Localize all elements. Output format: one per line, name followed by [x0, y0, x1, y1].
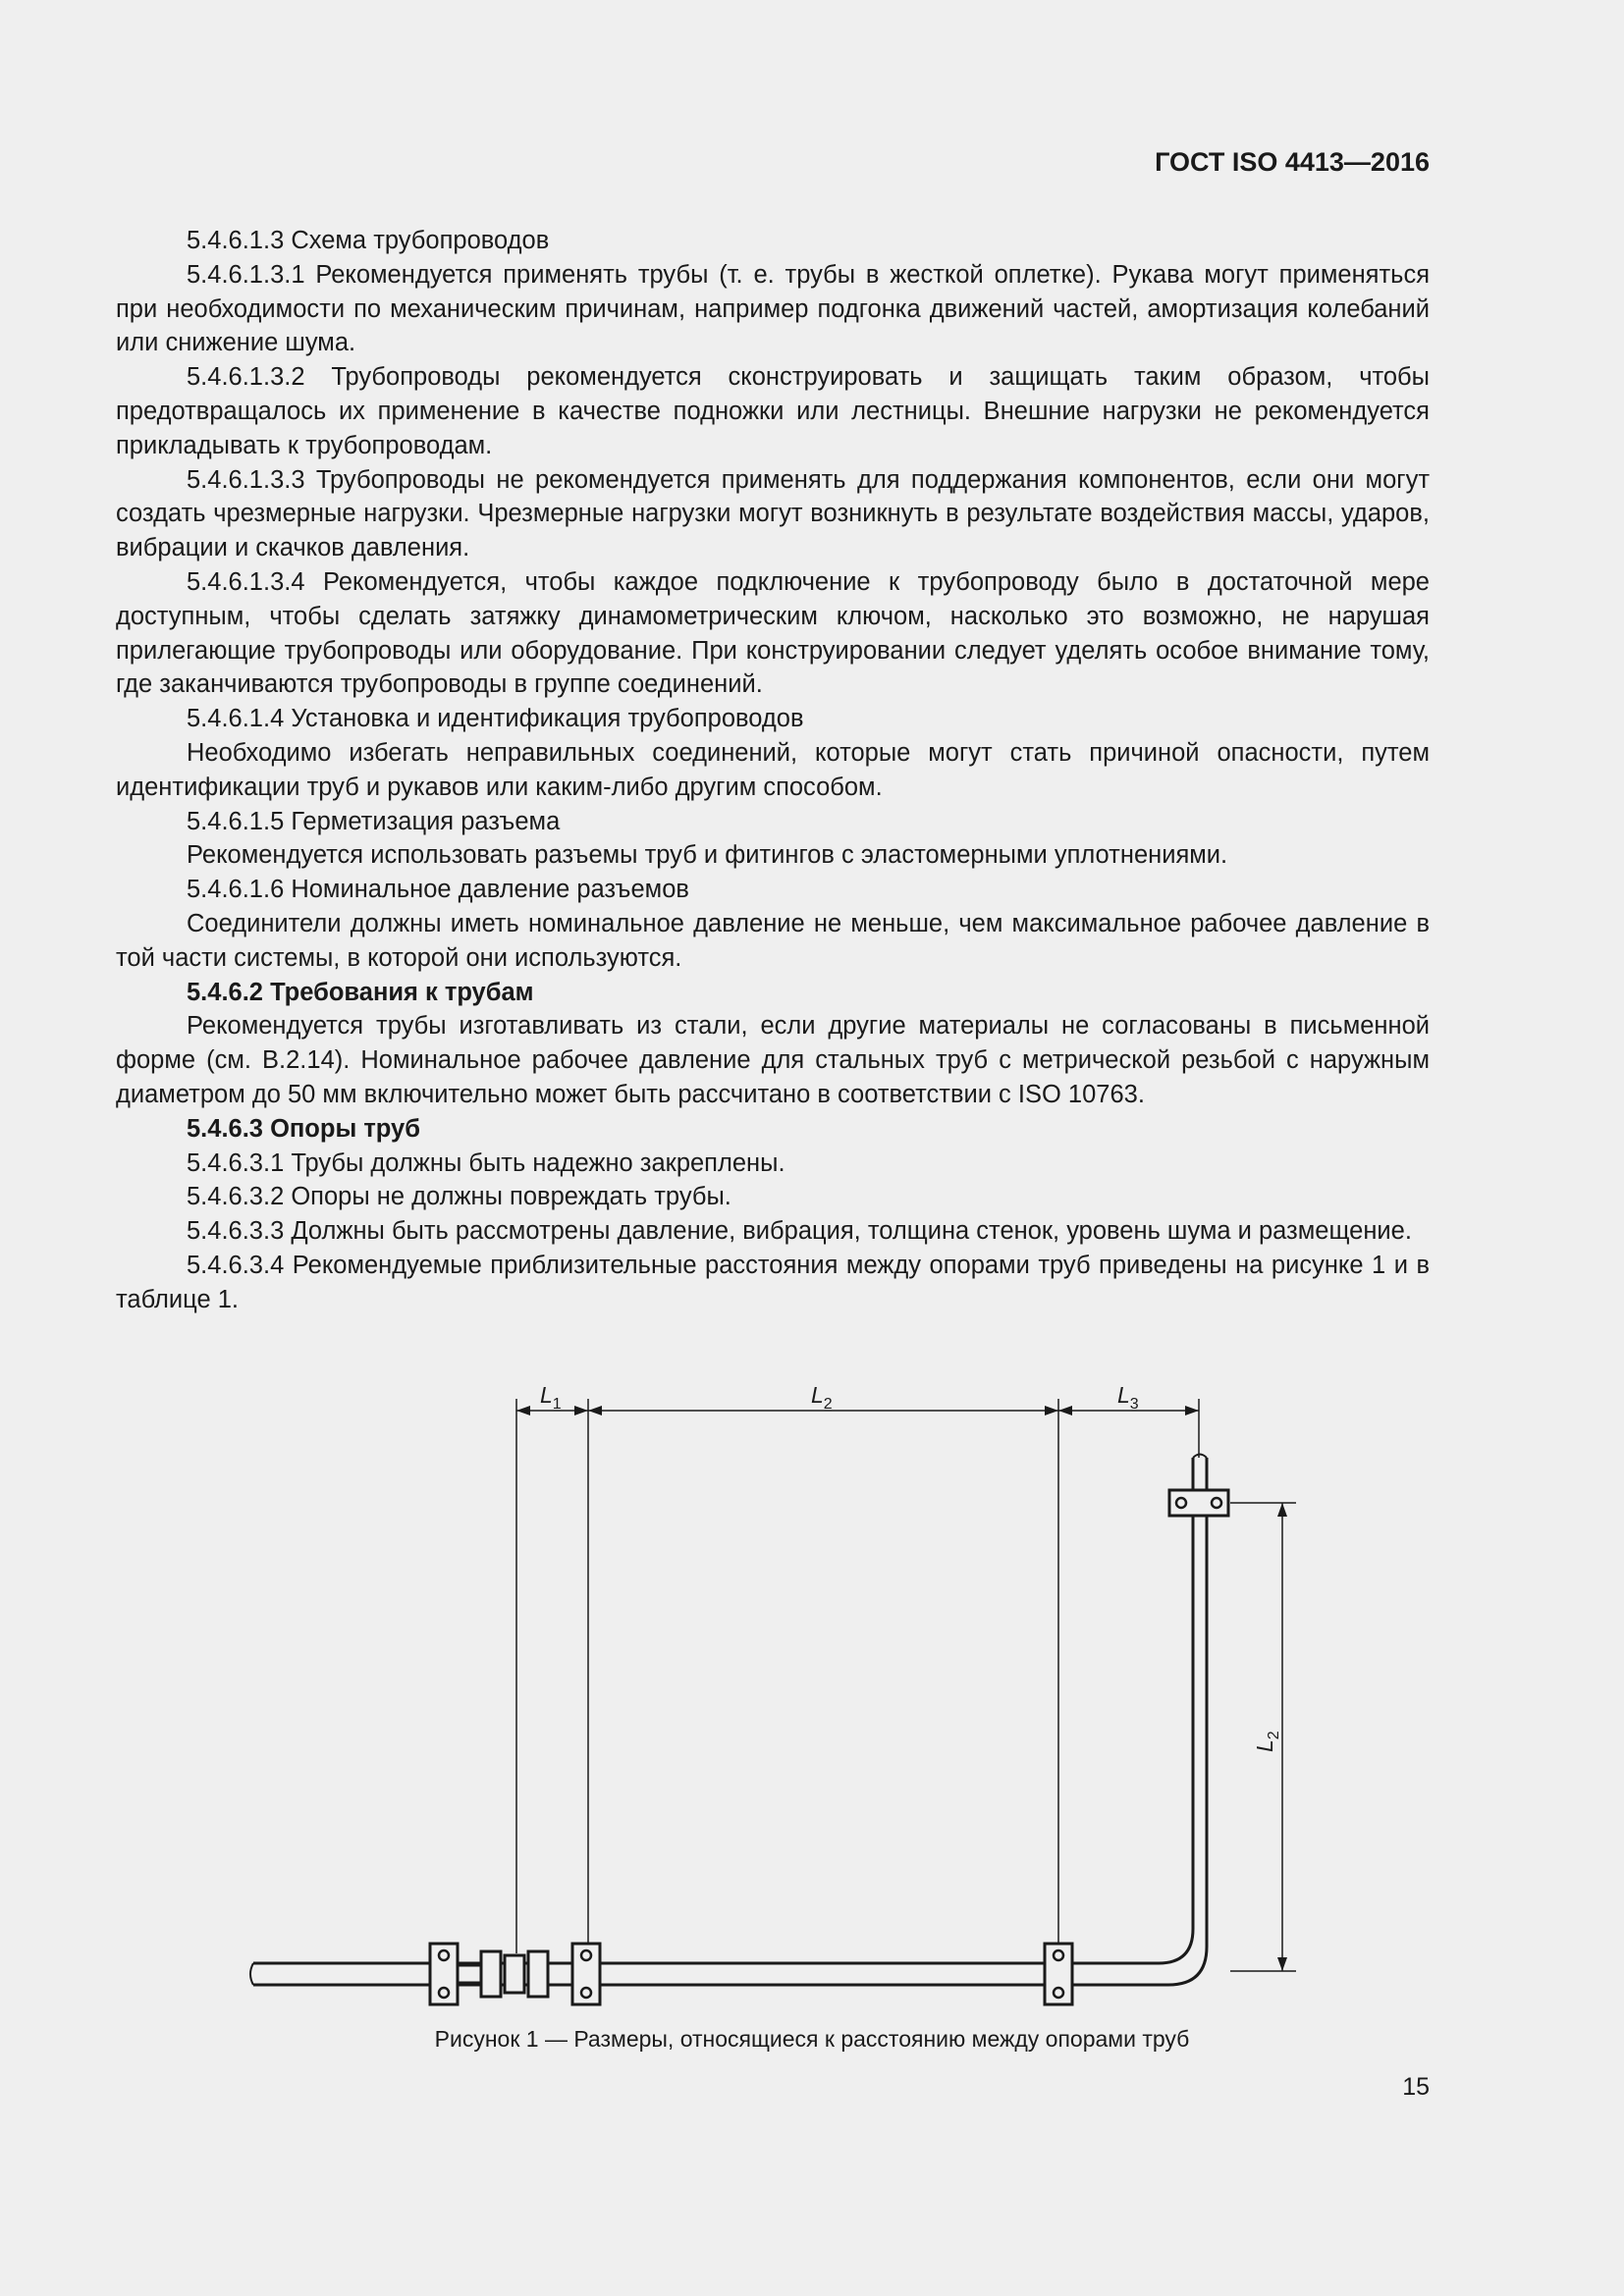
paragraph: Рекомендуется использовать разъемы труб и фитингов с эластомерными уплотнениями.: [187, 841, 1228, 870]
document-body: [116, 224, 1430, 1317]
paragraph: 5.4.6.1.3.1 Рекомендуется применять трубы (т. е. трубы в жесткой оплетке). Рукава могут применяться при необходимости по механическим причинам, например подгонка движений частей, амортизация колебаний или снижение шума.: [116, 260, 1430, 357]
dimension-label-l2: $L_2$: [811, 1382, 833, 1413]
paragraph: 5.4.6.3.3 Должны быть рассмотрены давление, вибрация, толщина стенок, уровень шума и размещение.: [187, 1217, 1412, 1246]
arrowhead: [1058, 1406, 1072, 1415]
pipe-support-diagram: [236, 1369, 1335, 2007]
arrowhead: [588, 1406, 602, 1415]
dimension-label-l1: $L_1$: [540, 1382, 562, 1413]
paragraph: 5.4.6.3.1 Трубы должны быть надежно закреплены.: [187, 1148, 785, 1177]
pipe-inner-edge: [253, 1458, 1207, 1985]
coupling-nut: [481, 1951, 501, 1997]
paragraph: Соединители должны иметь номинальное давление не меньше, чем максимальное рабочее давление в той части системы, в которой они используются.: [116, 909, 1430, 972]
pipe-clamp: [1045, 1944, 1072, 2004]
arrowhead: [1277, 1503, 1287, 1517]
section-heading: 5.4.6.2 Требования к трубам: [187, 978, 534, 1006]
coupling-body: [505, 1955, 524, 1993]
coupling-nut: [528, 1951, 548, 1997]
arrowhead: [516, 1406, 530, 1415]
page-number: 15: [1402, 2073, 1430, 2101]
arrowhead: [1185, 1406, 1199, 1415]
paragraph: Рекомендуется трубы изготавливать из стали, если другие материалы не согласованы в письменной форме (см. В.2.14). Номинальное рабочее давление для стальных труб с метрической резьбой с наружным диаметром до 50 мм включительно может быть рассчитано в соответствии с ISO 10763.: [116, 1012, 1430, 1108]
pipe-break-mark: [1193, 1455, 1207, 1459]
pipe-outer-edge: [253, 1458, 1193, 1963]
section-heading: 5.4.6.3 Опоры труб: [187, 1114, 420, 1143]
document-header: ГОСТ ISO 4413—2016: [1155, 147, 1430, 177]
paragraph: 5.4.6.1.3.4 Рекомендуется, чтобы каждое подключение к трубопроводу было в достаточной мере доступным, чтобы сделать затяжку динамометрическим ключом, насколько это возможно, не нарушая прилегающие трубопроводы или оборудование. При конструировании следует уделять особое внимание тому, где заканчиваются трубопроводы в группе соединений.: [116, 567, 1430, 699]
arrowhead: [574, 1406, 588, 1415]
paragraph: 5.4.6.1.3 Схема трубопроводов: [187, 227, 550, 254]
paragraph: 5.4.6.1.5 Герметизация разъема: [187, 807, 561, 835]
paragraph: 5.4.6.1.6 Номинальное давление разъемов: [187, 876, 689, 904]
dimension-label-l3: $L_3$: [1117, 1382, 1139, 1413]
paragraph: 5.4.6.1.3.2 Трубопроводы рекомендуется сконструировать и защищать таким образом, чтобы предотвращалось их применение в качестве подножки или лестницы. Внешние нагрузки не рекомендуется прикладывать к трубопроводам.: [116, 363, 1430, 459]
figure-caption: Рисунок 1 — Размеры, относящиеся к расстоянию между опорами труб: [434, 2026, 1190, 2052]
pipe-break-mark: [250, 1963, 253, 1985]
paragraph: Необходимо избегать неправильных соединений, которые могут стать причиной опасности, путем идентификации труб и рукавов или каким-либо другим способом.: [116, 738, 1430, 801]
arrowhead: [1277, 1957, 1287, 1971]
paragraph: 5.4.6.3.2 Опоры не должны повреждать трубы.: [187, 1183, 731, 1211]
pipe-clamp: [572, 1944, 600, 2004]
pipe-support-figure: [236, 1369, 1335, 2007]
pipe-clamp: [430, 1944, 458, 2004]
dimension-label-l2-vertical: $L_2$: [1252, 1731, 1282, 1752]
pipe-clamp: [1169, 1490, 1228, 1516]
paragraph: 5.4.6.1.4 Установка и идентификация трубопроводов: [187, 705, 804, 733]
paragraph: 5.4.6.3.4 Рекомендуемые приблизительные расстояния между опорами труб приведены на рисунке 1 и в таблице 1.: [116, 1251, 1430, 1313]
arrowhead: [1045, 1406, 1058, 1415]
paragraph: 5.4.6.1.3.3 Трубопроводы не рекомендуется применять для поддержания компонентов, если они могут создать чрезмерные нагрузки. Чрезмерные нагрузки могут возникнуть в результате воздействия массы, ударов, вибрации и скачков давления.: [116, 465, 1430, 562]
